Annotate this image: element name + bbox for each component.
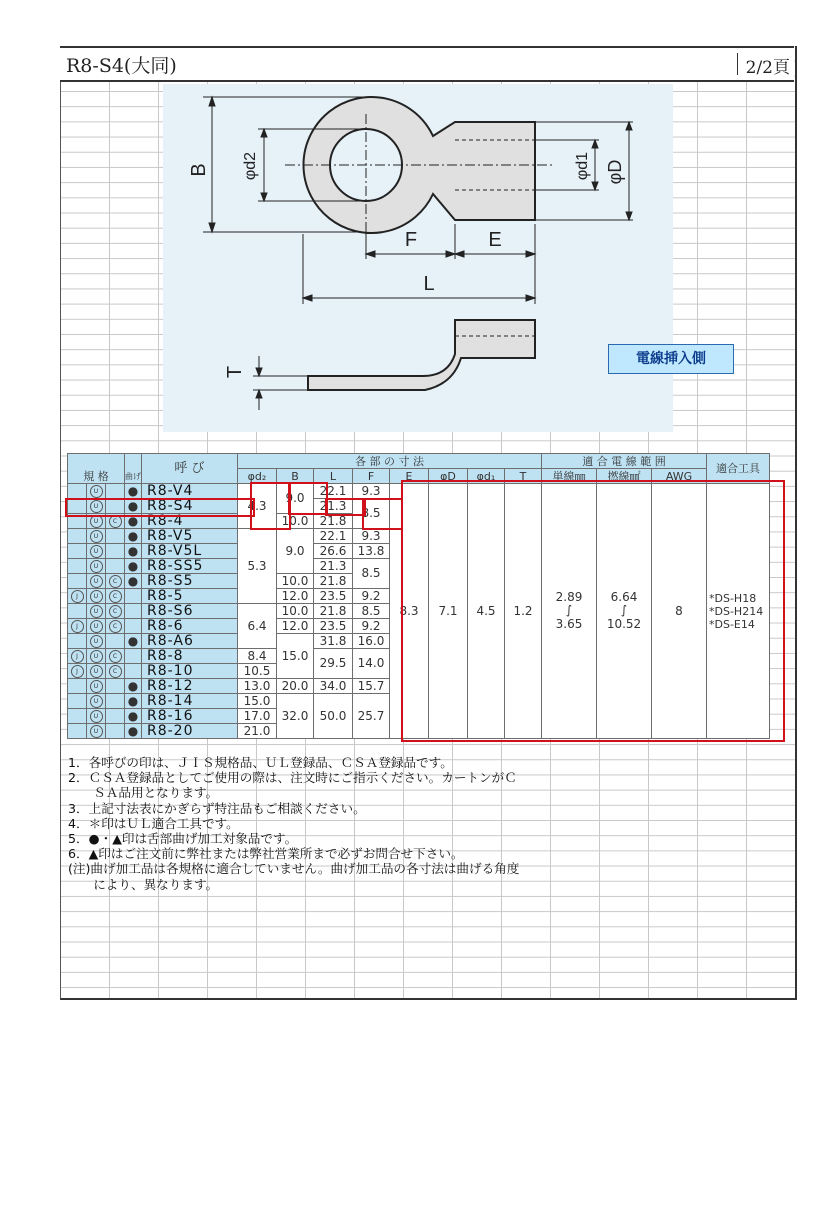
jis-mark — [68, 604, 87, 619]
sub-L: L — [314, 469, 353, 484]
d2-value: 17.0 — [238, 709, 277, 724]
sub-E: E — [390, 469, 429, 484]
bend-mark: ● — [125, 694, 142, 709]
jis-mark — [68, 559, 87, 574]
bend-mark: ● — [125, 724, 142, 739]
L-value: 29.5 — [314, 649, 353, 679]
jis-mark — [68, 514, 87, 529]
part-name: R8-V5L — [142, 544, 238, 559]
dim-d1-label: φd1 — [574, 151, 591, 181]
d2-value: 13.0 — [238, 679, 277, 694]
csa-mark — [106, 559, 125, 574]
F-value: 13.8 — [353, 544, 390, 559]
csa-mark: C — [106, 589, 125, 604]
dim-E-label: E — [488, 229, 502, 251]
part-name: R8-8 — [142, 649, 238, 664]
L-value: 21.3 — [314, 559, 353, 574]
sub-solid: 単線㎜ — [542, 469, 597, 484]
ul-mark: U — [87, 544, 106, 559]
ul-mark: U — [87, 679, 106, 694]
dim-F-label: F — [404, 229, 418, 251]
csa-mark — [106, 634, 125, 649]
bend-mark: ● — [125, 544, 142, 559]
ul-mark: U — [87, 724, 106, 739]
B-value: 15.0 — [277, 634, 314, 679]
ul-mark: U — [87, 559, 106, 574]
L-value: 22.1 — [314, 529, 353, 544]
csa-mark — [106, 679, 125, 694]
bend-mark — [125, 619, 142, 634]
sub-d2: φd₂ — [238, 469, 277, 484]
B-value: 20.0 — [277, 679, 314, 694]
terminal-drawing — [163, 84, 673, 432]
B-value: 32.0 — [277, 694, 314, 739]
ul-mark: U — [87, 499, 106, 514]
notes — [68, 755, 519, 892]
part-name: R8-S5 — [142, 574, 238, 589]
dim-B-label: B — [188, 163, 210, 177]
L-value: 21.8 — [314, 604, 353, 619]
note-line: 2．ＣＳＡ登録品としてご使用の際は、注文時にご指示ください。カートンがＣ — [68, 770, 517, 786]
ul-mark: U — [87, 529, 106, 544]
sub-B: B — [277, 469, 314, 484]
bend-mark — [125, 604, 142, 619]
csa-mark — [106, 529, 125, 544]
header-dims: 各 部 の 寸 法 — [238, 454, 542, 469]
jis-mark — [68, 499, 87, 514]
dim-L-label: L — [423, 273, 435, 295]
L-value: 34.0 — [314, 679, 353, 694]
jis-mark — [68, 709, 87, 724]
E-value: 8.3 — [390, 484, 429, 739]
awg-value: 8 — [652, 484, 707, 739]
ul-mark: U — [87, 574, 106, 589]
L-value: 21.8 — [314, 514, 353, 529]
sub-D: φD — [429, 469, 468, 484]
note-line: 6．▲印はご注文前に弊社または弊社営業所まで必ずお問合せ下さい。 — [68, 846, 464, 862]
jis-mark: J — [68, 619, 87, 634]
F-value: 14.0 — [353, 649, 390, 679]
jis-mark: J — [68, 589, 87, 604]
B-value: 10.0 — [277, 604, 314, 619]
jis-mark — [68, 484, 87, 499]
F-value: 9.3 — [353, 529, 390, 544]
F-value: 8.5 — [353, 604, 390, 619]
F-value: 9.3 — [353, 484, 390, 499]
bend-mark: ● — [125, 514, 142, 529]
L-value: 21.3 — [314, 499, 353, 514]
L-value: 31.8 — [314, 634, 353, 649]
dim-D-label: φD — [605, 159, 625, 185]
csa-mark — [106, 544, 125, 559]
bend-mark: ● — [125, 634, 142, 649]
csa-mark — [106, 499, 125, 514]
part-name: R8-6 — [142, 619, 238, 634]
part-name: R8-S4 — [142, 499, 238, 514]
F-value: 8.5 — [353, 559, 390, 589]
jis-mark — [68, 574, 87, 589]
d2-value: 21.0 — [238, 724, 277, 739]
bend-mark: ● — [125, 484, 142, 499]
B-value: 10.0 — [277, 574, 314, 589]
part-name: R8-V4 — [142, 484, 238, 499]
jis-mark — [68, 529, 87, 544]
bend-mark — [125, 649, 142, 664]
title-bar — [60, 46, 794, 82]
dim-d2-label: φd2 — [242, 151, 259, 181]
D-value: 7.1 — [429, 484, 468, 739]
ul-mark: U — [87, 514, 106, 529]
csa-mark: C — [106, 619, 125, 634]
part-name: R8-A6 — [142, 634, 238, 649]
bend-mark: ● — [125, 709, 142, 724]
d2-value: 10.5 — [238, 664, 277, 679]
F-value: 9.2 — [353, 619, 390, 634]
ul-mark: U — [87, 664, 106, 679]
wire-insert-side-label: 電線挿入側 — [608, 344, 734, 374]
jis-mark: J — [68, 664, 87, 679]
d1-value: 4.5 — [468, 484, 505, 739]
bend-mark: ● — [125, 559, 142, 574]
bend-mark — [125, 664, 142, 679]
note-line: ＳＡ品用となります。 — [68, 785, 219, 801]
header-tool: 適合工具 — [707, 454, 770, 484]
note-line: 5．●・▲印は舌部曲げ加工対象品です。 — [68, 831, 298, 847]
part-name: R8-14 — [142, 694, 238, 709]
ul-mark: U — [87, 649, 106, 664]
page-number: 2/2頁 — [737, 53, 790, 75]
jis-mark — [68, 724, 87, 739]
csa-mark: C — [106, 514, 125, 529]
note-line: 3．上記寸法表にかぎらず特注品もご相談ください。 — [68, 800, 366, 816]
L-value: 23.5 — [314, 619, 353, 634]
terminal-drawing-svg — [163, 84, 673, 432]
L-value: 26.6 — [314, 544, 353, 559]
sub-F: F — [353, 469, 390, 484]
ul-mark: U — [87, 604, 106, 619]
ul-mark: U — [87, 589, 106, 604]
F-value: 16.0 — [353, 634, 390, 649]
sub-awg: AWG — [652, 469, 707, 484]
note-line: (注)曲げ加工品は各規格に適合していません。曲げ加工品の各寸法は曲げる角度 — [68, 861, 520, 877]
part-name: R8-12 — [142, 679, 238, 694]
d2-value: 5.3 — [238, 529, 277, 604]
jis-mark: J — [68, 649, 87, 664]
F-value: 15.7 — [353, 679, 390, 694]
csa-mark — [106, 694, 125, 709]
F-value: 8.5 — [353, 499, 390, 529]
sub-strand: 撚線㎟ — [597, 469, 652, 484]
bend-mark: ● — [125, 679, 142, 694]
csa-mark — [106, 484, 125, 499]
csa-mark: C — [106, 604, 125, 619]
jis-mark — [68, 634, 87, 649]
T-value: 1.2 — [505, 484, 542, 739]
d2-value: 15.0 — [238, 694, 277, 709]
L-value: 21.8 — [314, 574, 353, 589]
bend-mark: ● — [125, 574, 142, 589]
B-value: 9.0 — [277, 484, 314, 514]
note-line: により、異なります。 — [68, 876, 219, 892]
jis-mark — [68, 544, 87, 559]
L-value: 50.0 — [314, 694, 353, 739]
table-row — [68, 484, 770, 499]
F-value: 9.2 — [353, 589, 390, 604]
ul-mark: U — [87, 484, 106, 499]
sub-T: T — [505, 469, 542, 484]
csa-mark: C — [106, 649, 125, 664]
part-name: R8-S6 — [142, 604, 238, 619]
jis-mark — [68, 694, 87, 709]
header-name: 呼 び — [142, 454, 238, 484]
part-name: R8-20 — [142, 724, 238, 739]
ul-mark: U — [87, 619, 106, 634]
spec-table — [67, 453, 770, 739]
bend-mark: ● — [125, 529, 142, 544]
d2-value: 4.3 — [238, 484, 277, 529]
bend-mark: ● — [125, 499, 142, 514]
part-name: R8-5 — [142, 589, 238, 604]
note-line: 4．＊印はＵＬ適合工具です。 — [68, 815, 239, 831]
L-value: 22.1 — [314, 484, 353, 499]
part-name: R8-10 — [142, 664, 238, 679]
csa-mark — [106, 709, 125, 724]
B-value: 10.0 — [277, 514, 314, 529]
part-name: R8-V5 — [142, 529, 238, 544]
L-value: 23.5 — [314, 589, 353, 604]
sub-d1: φd₁ — [468, 469, 505, 484]
strand-range: 6.64 ∫ 10.52 — [597, 484, 652, 739]
csa-mark — [106, 724, 125, 739]
ul-mark: U — [87, 634, 106, 649]
tool-list: *DS-H18 *DS-H214 *DS-E14 — [707, 484, 770, 739]
header-std: 規 格 — [68, 454, 125, 484]
part-name: R8-SS5 — [142, 559, 238, 574]
header-wire: 適 合 電 線 範 囲 — [542, 454, 707, 469]
dim-T-label: T — [224, 365, 246, 379]
B-value: 9.0 — [277, 529, 314, 574]
d2-value: 6.4 — [238, 604, 277, 649]
ul-mark: U — [87, 709, 106, 724]
solid-range: 2.89 ∫ 3.65 — [542, 484, 597, 739]
B-value: 12.0 — [277, 589, 314, 604]
page-title: R8-S4(大同) — [66, 55, 177, 77]
header-bend: 曲げ — [125, 454, 142, 484]
csa-mark: C — [106, 574, 125, 589]
csa-mark: C — [106, 664, 125, 679]
jis-mark — [68, 679, 87, 694]
B-value: 12.0 — [277, 619, 314, 634]
ul-mark: U — [87, 694, 106, 709]
part-name: R8-4 — [142, 514, 238, 529]
bend-mark — [125, 589, 142, 604]
note-line: 1．各呼びの印は、ＪＩＳ規格品、ＵＬ登録品、ＣＳＡ登録品です。 — [68, 755, 453, 770]
F-value: 25.7 — [353, 694, 390, 739]
d2-value: 8.4 — [238, 649, 277, 664]
part-name: R8-16 — [142, 709, 238, 724]
